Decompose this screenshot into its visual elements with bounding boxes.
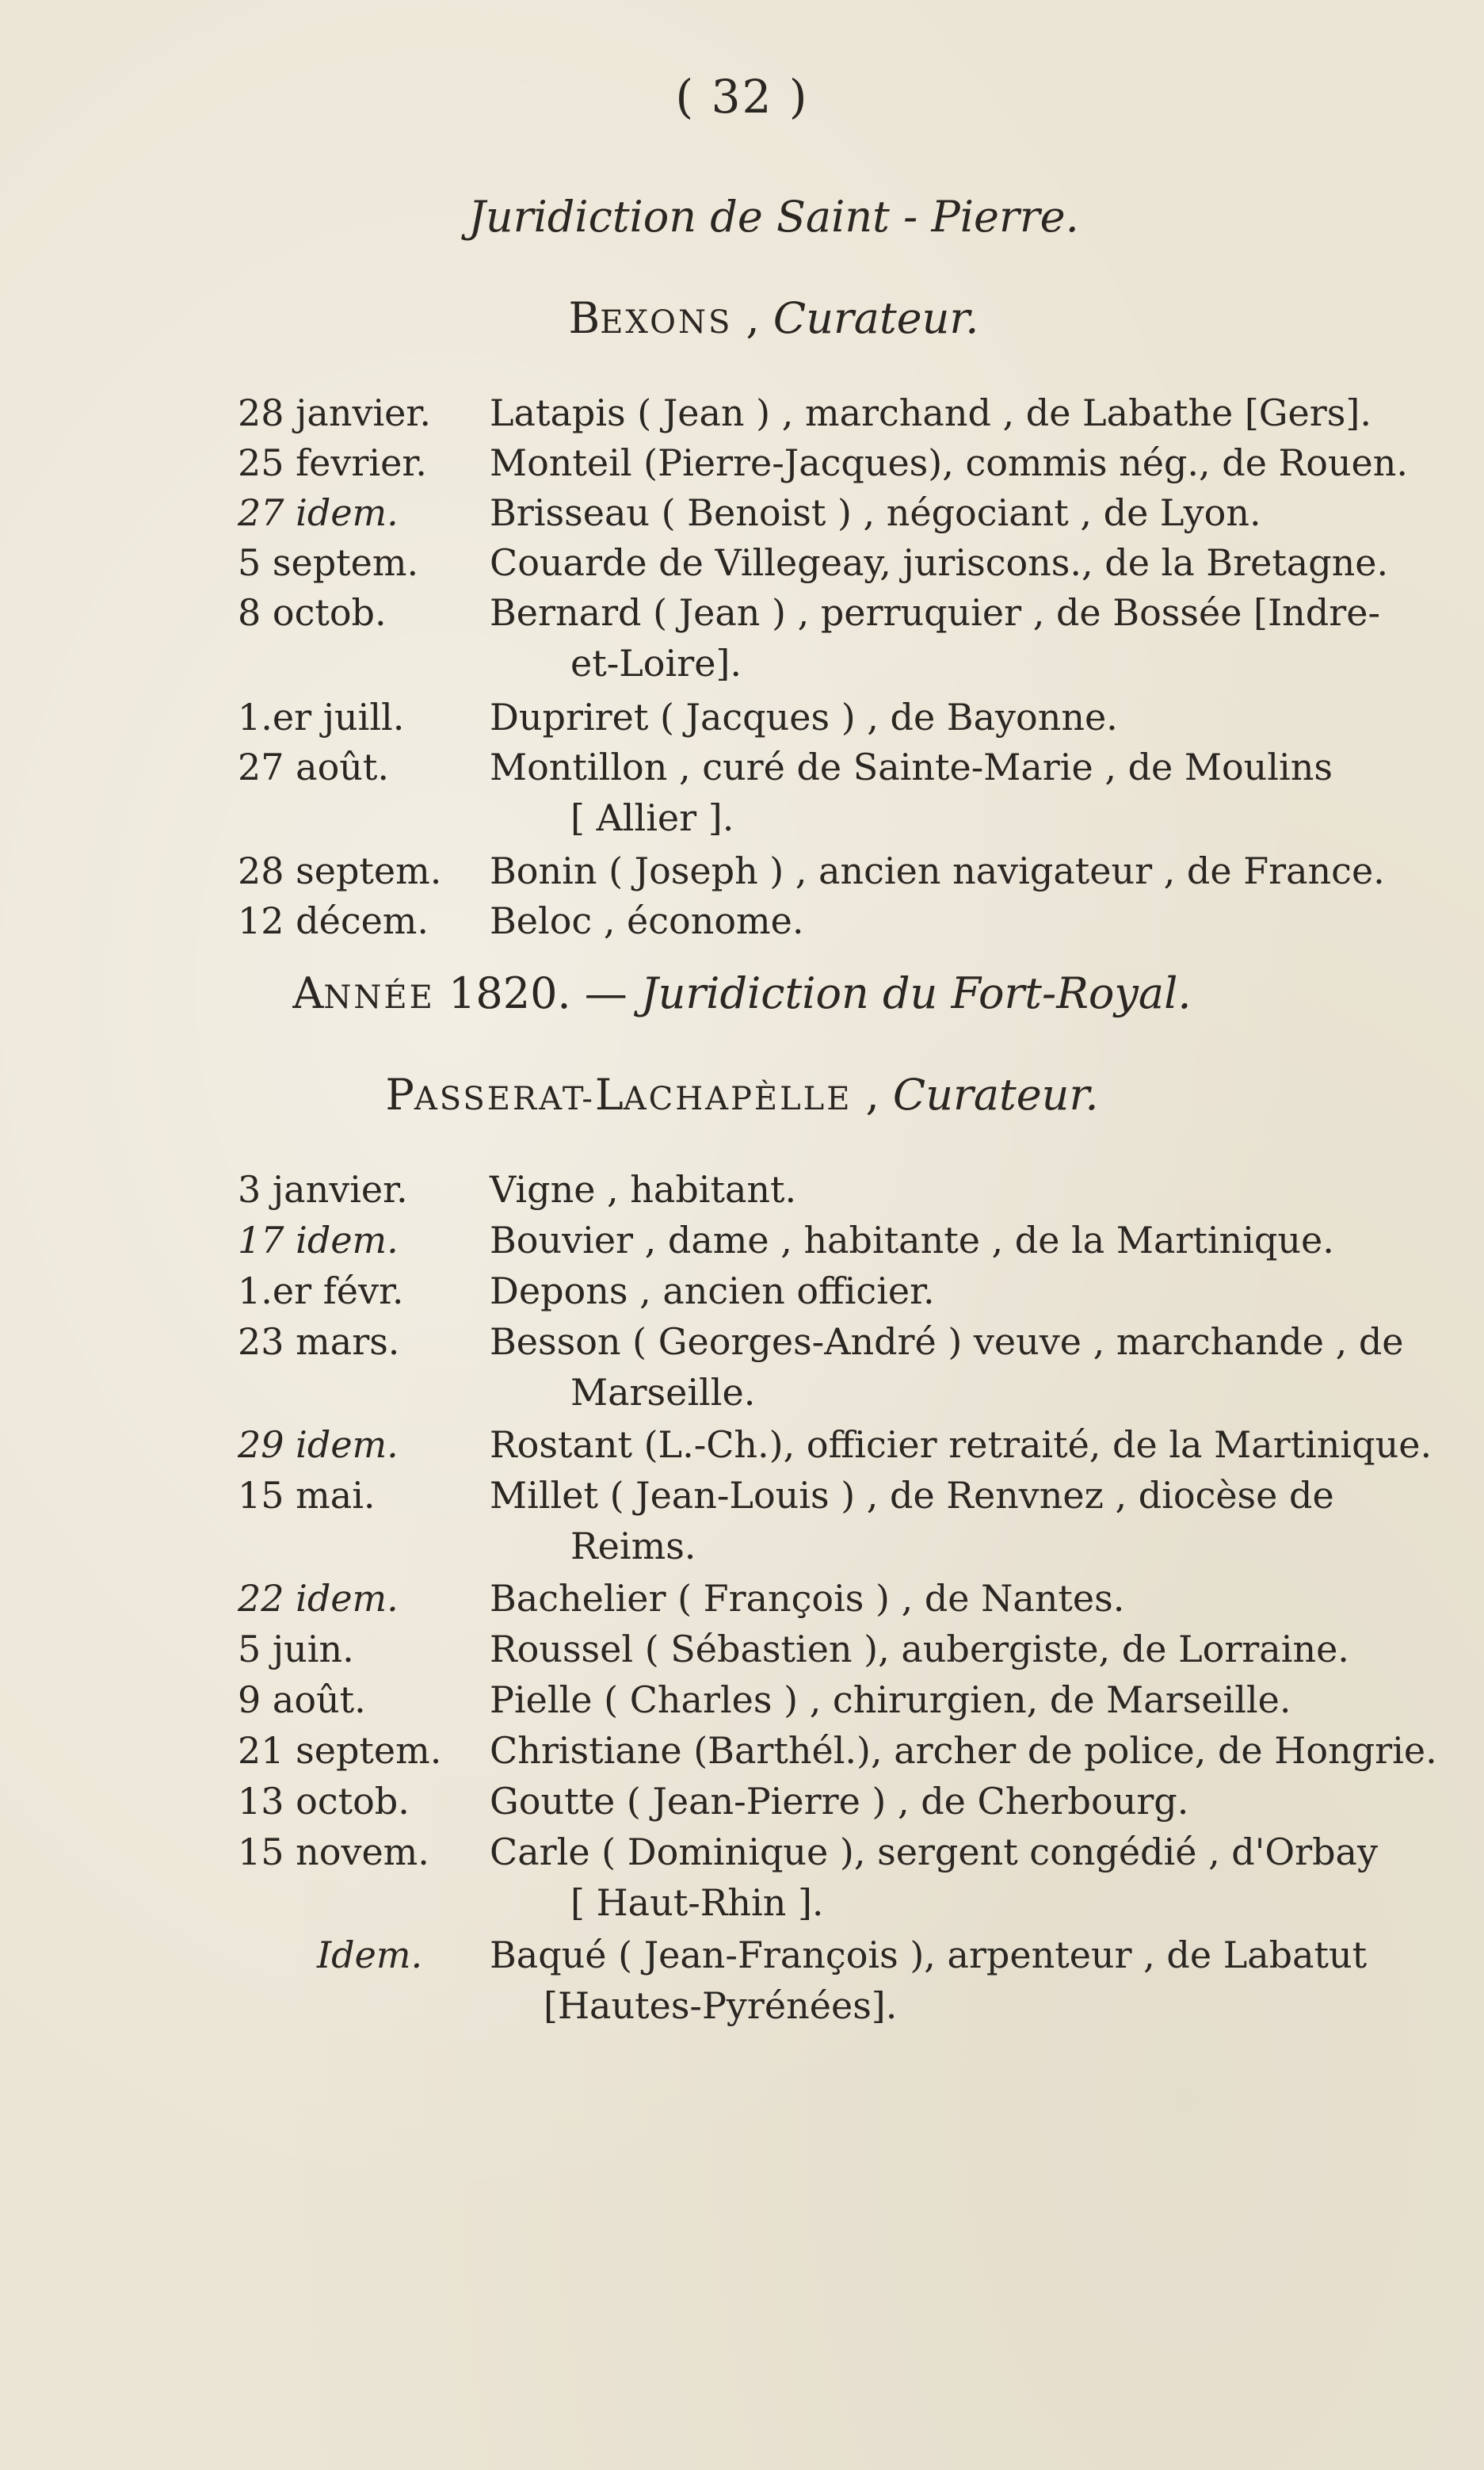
year-initial: A (292, 968, 324, 1018)
entry-text: Montillon , curé de Sainte-Marie , de Moulins (490, 746, 1333, 788)
entry-text: Bonin ( Joseph ) , ancien navigateur , de France. (490, 849, 1385, 892)
entry-text: Christiane (Barthél.), archer de police, de Hongrie. (490, 1729, 1437, 1772)
entry-date: 17 idem. (238, 1219, 399, 1262)
entry-continuation: Reims. (570, 1525, 696, 1567)
entry-text: Bachelier ( François ) , de Nantes. (490, 1577, 1125, 1620)
entry-continuation: et-Loire]. (570, 642, 742, 685)
section1-curator-name: EXONS (600, 304, 733, 341)
entry-date: 3 janvier. (238, 1168, 408, 1211)
entry-text: Depons , ancien officier. (490, 1269, 935, 1312)
entry-date: 15 mai. (238, 1474, 376, 1517)
section2-curator-separator: , (852, 1070, 893, 1120)
entry-text: Bernard ( Jean ) , perruquier , de Bossée [Indre- (490, 591, 1380, 634)
entry-continuation: [ Allier ]. (570, 796, 734, 839)
entry-date: Idem. (317, 1934, 423, 1976)
entry-text: Dupriret ( Jacques ) , de Bayonne. (490, 696, 1118, 739)
entry-text: Couarde de Villegeay, juriscons., de la Bretagne. (490, 541, 1389, 584)
entry-date: 8 octob. (238, 591, 387, 634)
entry-text: Beloc , économe. (490, 899, 804, 942)
section1-curator-heading (32, 293, 1484, 343)
entry-continuation: [ Haut-Rhin ]. (570, 1881, 824, 1924)
entry-text: Pielle ( Charles ) , chirurgien, de Marseille. (490, 1678, 1291, 1721)
section2-jurisdiction: Juridiction du Fort-Royal. (640, 968, 1192, 1018)
section2-curator-heading (0, 1070, 1484, 1120)
entry-date: 5 septem. (238, 541, 419, 584)
entry-date: 23 mars. (238, 1320, 400, 1363)
page-number: ( 32 ) (675, 70, 809, 124)
entry-date: 22 idem. (238, 1577, 399, 1620)
curator-initial-2: L (594, 1070, 624, 1120)
entry-date: 1.er févr. (238, 1269, 404, 1312)
section1-jurisdiction-heading: Juridiction de Saint - Pierre. (468, 192, 1079, 242)
entry-date: 5 juin. (238, 1628, 354, 1670)
entry-continuation: [Hautes-Pyrénées]. (544, 1984, 898, 2027)
year-number: 1820. (448, 968, 571, 1018)
entry-text: Monteil (Pierre-Jacques), commis nég., de Rouen. (490, 441, 1408, 484)
entry-date: 13 octob. (238, 1780, 410, 1823)
curator-name-1: ASSERAT- (414, 1081, 595, 1117)
entry-date: 15 novem. (238, 1831, 429, 1873)
curator-initial-1: P (385, 1070, 414, 1120)
entry-date: 1.er juill. (238, 696, 405, 739)
entry-text: Brisseau ( Benoist ) , négociant , de Lyon. (490, 491, 1261, 534)
entry-date: 9 août. (238, 1678, 366, 1721)
entry-text: Bouvier , dame , habitante , de la Martinique. (490, 1219, 1334, 1262)
entry-text: Goutte ( Jean-Pierre ) , de Cherbourg. (490, 1780, 1189, 1823)
entry-text: Millet ( Jean-Louis ) , de Renvnez , diocèse de (490, 1474, 1334, 1517)
entry-continuation: Marseille. (570, 1371, 756, 1414)
entry-date: 29 idem. (238, 1423, 399, 1466)
section2-curator-title: Curateur. (892, 1070, 1099, 1120)
entry-text: Latapis ( Jean ) , marchand , de Labathe [Gers]. (490, 391, 1371, 434)
entry-text: Rostant (L.-Ch.), officier retraité, de la Martinique. (490, 1423, 1432, 1466)
curator-name-2: ACHAPÈLLE (623, 1081, 853, 1117)
entry-date: 12 décem. (238, 899, 429, 942)
section2-year-heading (0, 968, 1484, 1018)
entry-date: 21 septem. (238, 1729, 442, 1772)
entry-date: 28 janvier. (238, 391, 431, 434)
year-word: NNÉE (323, 979, 435, 1016)
section1-curator-separator: , (732, 293, 773, 343)
entry-date: 27 août. (238, 746, 390, 788)
section1-curator-initial: B (568, 293, 601, 343)
entry-text: Besson ( Georges-André ) veuve , marchande , de (490, 1320, 1404, 1363)
entry-date: 27 idem. (238, 491, 399, 534)
entry-text: Vigne , habitant. (490, 1168, 797, 1211)
entry-date: 25 fevrier. (238, 441, 427, 484)
entry-text: Roussel ( Sébastien ), aubergiste, de Lorraine. (490, 1628, 1349, 1670)
entry-date: 28 septem. (238, 849, 442, 892)
year-dash: — (570, 968, 641, 1018)
entry-text: Carle ( Dominique ), sergent congédié , d'Orbay (490, 1831, 1378, 1873)
section1-curator-title: Curateur. (773, 293, 979, 343)
entry-text: Baqué ( Jean-François ), arpenteur , de Labatut (490, 1934, 1368, 1976)
